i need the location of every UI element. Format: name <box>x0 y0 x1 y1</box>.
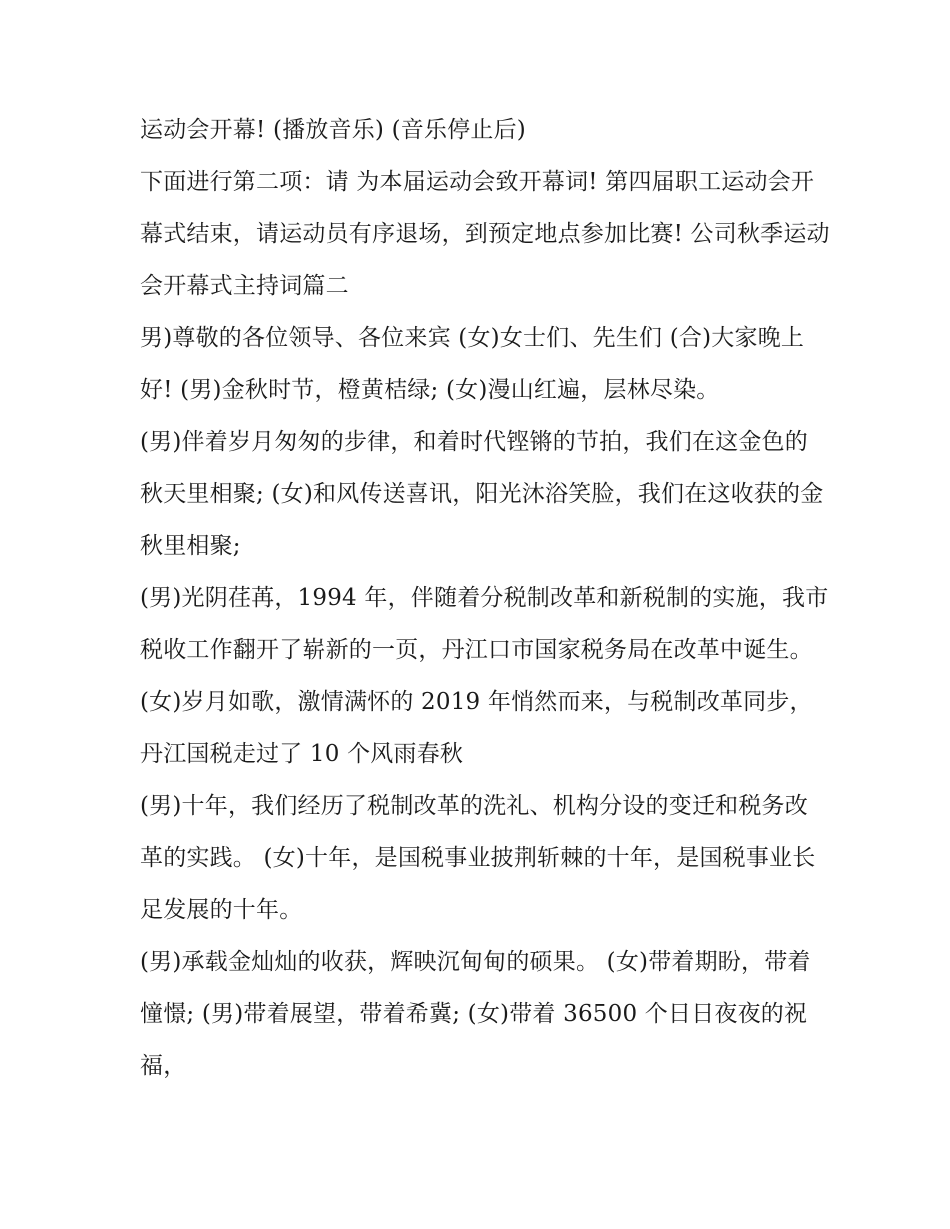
paragraph-gathering: (男)伴着岁月匆匆的步律，和着时代铿锵的节拍，我们在这金色的秋天里相聚; (女)和风传送喜讯，阳光沐浴笑脸，我们在这收获的金秋里相聚; <box>140 429 824 559</box>
paragraph-second-item: 下面进行第二项：请 为本届运动会致开幕词! 第四届职工运动会开幕式结束，请运动员有序退场，到预定地点参加比赛! 公司秋季运动会开幕式主持词篇二 <box>140 169 830 299</box>
paragraph-ten-years: (男)十年，我们经历了税制改革的洗礼、机构分设的变迁和税务改革的实践。 (女)十年，是国税事业披荆斩棘的十年，是国税事业长足发展的十年。 <box>140 793 816 923</box>
paragraph-greeting: 男)尊敬的各位领导、各位来宾 (女)女士们、先生们 (合)大家晚上好! (男)金秋时节，橙黄桔绿; (女)漫山红遍，层林尽染。 <box>140 325 805 403</box>
document-body <box>140 104 830 1092</box>
paragraph-anniversary: (女)岁月如歌，激情满怀的 2019 年悄然而来，与税制改革同步，丹江国税走过了 10 个风雨春秋 <box>140 689 813 767</box>
paragraph-history: (男)光阴荏苒，1994 年，伴随着分税制改革和新税制的实施，我市税收工作翻开了崭新的一页，丹江口市国家税务局在改革中诞生。 <box>140 585 829 663</box>
paragraph-opening: 运动会开幕! (播放音乐) (音乐停止后) <box>140 117 526 143</box>
paragraph-harvest: (男)承载金灿灿的收获，辉映沉甸甸的硕果。 (女)带着期盼，带着憧憬; (男)带着展望，带着希冀; (女)带着 36500 个日日夜夜的祝福， <box>140 949 811 1079</box>
